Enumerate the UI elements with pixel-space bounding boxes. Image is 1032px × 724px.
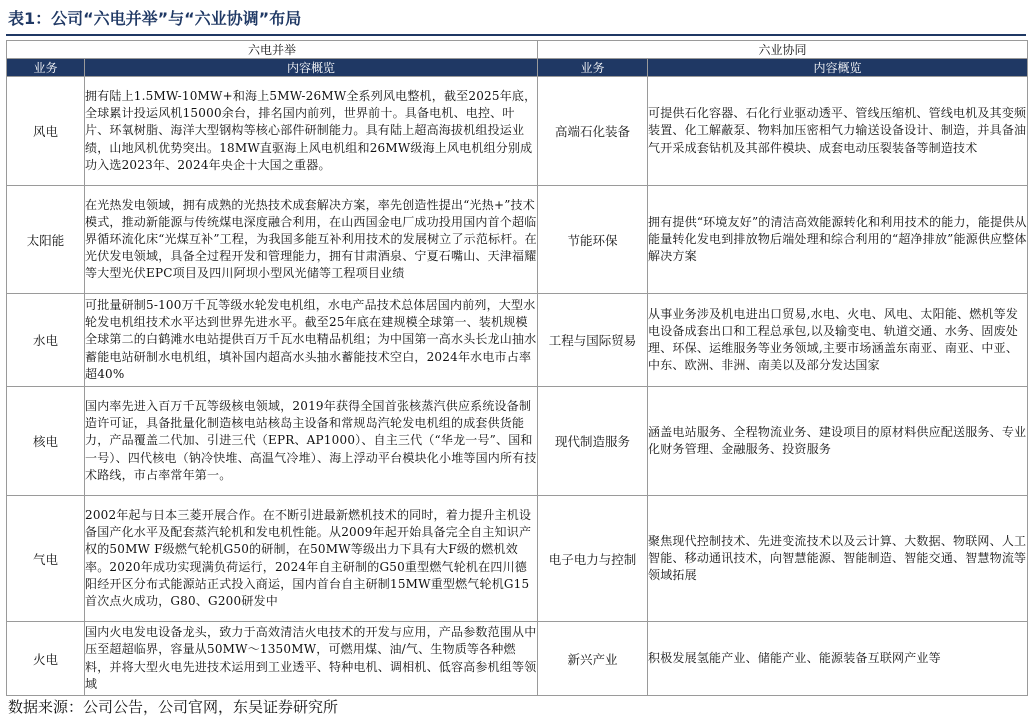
right-business-cell: 现代制造服务 — [538, 387, 648, 496]
right-overview-header: 内容概览 — [648, 59, 1028, 77]
right-business-cell: 高端石化装备 — [538, 77, 648, 186]
right-desc-cell: 可提供石化容器、石化行业驱动透平、管线压缩机、管线电机及其变频装置、化工解蔽泵、物料加压密相气力输送设备设计、制造，并具备油气开采成套钻机及其部件模块、成套电动压裂装备等制造技术 — [648, 77, 1028, 186]
right-desc-cell: 聚焦现代控制技术、先进变流技术以及云计算、大数据、物联网、人工智能、移动通讯技术，向智慧能源、智能制造、智能交通、智慧物流等领域拓展 — [648, 496, 1028, 622]
left-business-cell: 气电 — [7, 496, 85, 622]
source-note: 数据来源：公司公告，公司官网，东吴证券研究所 — [8, 698, 339, 716]
table-row — [7, 387, 1028, 496]
table-row — [7, 77, 1028, 186]
right-group-header: 六业协同 — [538, 41, 1028, 59]
layout-table — [6, 40, 1028, 696]
left-business-header: 业务 — [7, 59, 85, 77]
right-business-header: 业务 — [538, 59, 648, 77]
left-desc-cell: 2002年起与日本三菱开展合作。在不断引进最新燃机技术的同时，着力提升主机设备国产化水平及配套蒸汽轮机和发电机性能。从2009年起开始具备完全自主知识产权的50MW F级燃气轮机G50的研制，在50MW等级出力下具有大F级的燃机效率。2020年成功实现满负荷运行，2024年自主研制的G50重型燃气轮机在四川德阳经开区分布式能源站正式投入商运，国内首台自主研制15MW重型燃气轮机G15首次点火成功，G80、G200研发中 — [85, 496, 538, 622]
table-row — [7, 186, 1028, 294]
right-business-cell: 电子电力与控制 — [538, 496, 648, 622]
right-business-cell: 工程与国际贸易 — [538, 294, 648, 387]
table-title: 表1：公司“六电并举”与“六业协调”布局 — [8, 9, 302, 28]
left-desc-cell: 国内率先进入百万千瓦等级核电领域，2019年获得全国首张核蒸汽供应系统设备制造许可证，具备批量化制造核电站核岛主设备和常规岛汽轮发电机组的成套供货能力，产品覆盖二代加、引进三代（EPR、AP1000）、自主三代（“华龙一号”、国和一号）、四代核电（钠冷快堆、高温气冷堆）、海上浮动平台模块化小堆等国内所有技术路线，市占率常年第一。 — [85, 387, 538, 496]
left-desc-cell: 拥有陆上1.5MW-10MW+和海上5MW-26MW全系列风电整机，截至2025年底，全球累计投运风机15000余台，排名国内前列，世界前十。具备电机、电控、叶片、环氧树脂、海洋大型钢构等核心部件研制能力。具有陆上超高海拔机组投运业绩，山地风机优势突出。18MW直驱海上风电机组和26MW级海上风电机组分别成功入选2023年、2024年央企十大国之重器。 — [85, 77, 538, 186]
title-bar — [0, 0, 1032, 36]
right-desc-cell: 积极发展氢能产业、储能产业、能源装备互联网产业等 — [648, 622, 1028, 696]
left-desc-cell: 在光热发电领域，拥有成熟的光热技术成套解决方案，率先创造性提出“光热+”技术模式，推动新能源与传统煤电深度融合利用，在山西国金电厂成功投用国内首个超临界循环流化床“光煤互补”工程，为我国多能互补利用技术的发展树立了示范标杆。在光伏发电领域，具备全过程开发和管理能力，拥有甘肃酒泉、宁夏石嘴山、天津福耀等大型光伏EPC项目及四川阿坝小型风光储等工程项目业绩 — [85, 186, 538, 294]
left-business-cell: 核电 — [7, 387, 85, 496]
left-desc-cell: 可批量研制5-100万千瓦等级水轮发电机组，水电产品技术总体居国内前列，大型水轮发电机组技术水平达到世界先进水平。截至25年底在建规模全球第一、装机规模全球第二的白鹤滩水电站提供百万千瓦水电精品机组；为中国第一高水头长龙山抽水蓄能电站研制水电机组，填补国内超高水头抽水蓄能技术空白，2024年水电市占率超40% — [85, 294, 538, 387]
right-business-cell: 节能环保 — [538, 186, 648, 294]
title-divider — [6, 34, 1026, 36]
left-business-cell: 风电 — [7, 77, 85, 186]
right-business-cell: 新兴产业 — [538, 622, 648, 696]
table-row — [7, 622, 1028, 696]
left-overview-header: 内容概览 — [85, 59, 538, 77]
left-business-cell: 水电 — [7, 294, 85, 387]
table-row — [7, 496, 1028, 622]
left-group-header: 六电并举 — [7, 41, 538, 59]
right-desc-cell: 拥有提供“环境友好”的清洁高效能源转化和利用技术的能力，能提供从能量转化发电到排放物后端处理和综合利用的“超净排放”能源供应整体解决方案 — [648, 186, 1028, 294]
left-business-cell: 太阳能 — [7, 186, 85, 294]
left-business-cell: 火电 — [7, 622, 85, 696]
left-desc-cell: 国内火电发电设备龙头，致力于高效清洁火电技术的开发与应用，产品参数范围从中压至超超临界，容量从50MW～1350MW，可燃用煤、油/气、生物质等各种燃料，并将大型火电先进技术运用到工业透平、特种电机、调相机、低容高参机组等领域 — [85, 622, 538, 696]
right-desc-cell: 涵盖电站服务、全程物流业务、建设项目的原材料供应配送服务、专业化财务管理、金融服务、投资服务 — [648, 387, 1028, 496]
right-desc-cell: 从事业务涉及机电进出口贸易,水电、火电、风电、太阳能、燃机等发电设备成套出口和工程总承包,以及输变电、轨道交通、水务、固废处理、环保、运维服务等业务领域,主要市场涵盖东南亚、南亚、中亚、中东、欧洲、非洲、南美以及部分发达国家 — [648, 294, 1028, 387]
table-row — [7, 294, 1028, 387]
